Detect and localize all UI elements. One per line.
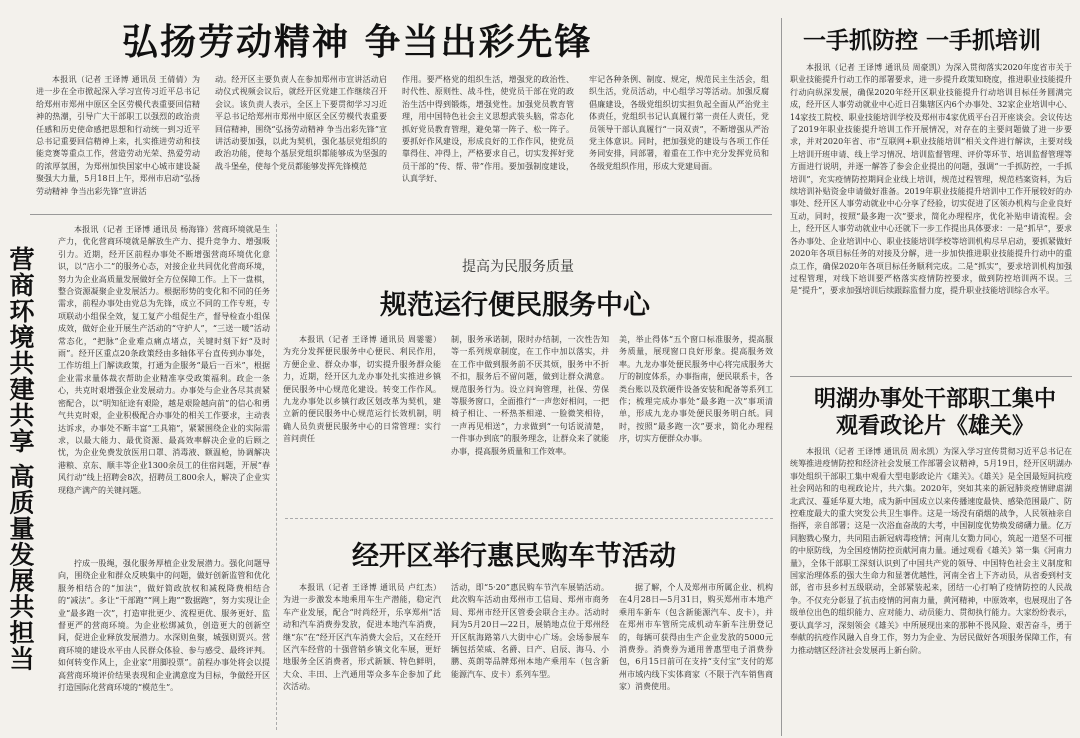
article6-col2-text: 活动，即“5·20”惠民购车节汽车展销活动。此次购车活动由郑州市工信局、郑州市商务局、郑州市经开区管委会联合主办。活动时间为5月20日—22日，展销地点位于郑州经开区航海路第八大街中心广场。会场参展车辆包括荣威、名爵、日产、启辰、海马、小鹏、英朗等品牌郑州本地产乘用车（包含新能源汽车、皮卡）系列车型。 (451, 583, 609, 679)
article5-body (790, 446, 1072, 736)
article3-col2 (58, 558, 270, 734)
divider-top-left (30, 214, 772, 215)
article6-col3-text: 据了解，个人及郑州市所属企业、机构在4月28日—5月31日，购买郑州市本地产乘用车新车（包含新能源汽车、皮卡），并在郑州市车管所完成机动车新车注册登记的，每辆可获得由生产企业发放的5000元消费券。消费券为通用普惠型电子消费券包，6月15日前可在支持“支付宝”支付的郑州市域内线下实体商家（不限于汽车销售商家）消费使用。 (619, 583, 773, 692)
article4-col3-text: 美，举止得体“五个窗口标准服务，提高服务质量，展现窗口良好形象。提高服务效率。九龙办事处便民服务中心将完成服务大厅的制度体系，办事指南，便民联系卡，各类台账以及软硬件设备安装和配备等系列工作；梳理完成办事处“最多跑一次”事项清单，形成九龙办事处便民服务明白纸。同时，按照“最多跑一次”要求，简化办理程序，切实方便群众办事。 (619, 335, 773, 444)
article1-col4 (589, 74, 769, 208)
article6-headline: 经开区举行惠民购车节活动 (352, 541, 676, 572)
article4-col3 (619, 334, 773, 512)
article1-col2-text: 动。经开区主要负责人在参加郑州市宣讲活动启动仪式视频会议后，就经开区党建工作继续召开会议。该负责人表示，全区上下要贯彻学习习近平总书记给郑州市郑州中原区全区劳模代表重要回信精神，围绕“弘扬劳动精神 争当出彩先锋”宣讲活动要加强，以此为契机，强化基层党组织的政治功能，使每个基层党组织都能够成为坚强的战斗堡垒，使每个党员都能够发挥先锋模范 (215, 75, 387, 171)
article5-body-text: 本报讯（记者 王译博 通讯员 周永凯）为深入学习宣传贯彻习近平总书记在统筹推进疫情防控和经济社会发展工作部署会议精神，5月19日，经开区明湖办事处组织干部职工集中观看大型电影政论片《雄关》。《雄关》是全国最短间抗疫社会网站和的电视政论片，共六集。2020年，突如其来的新冠肺炎疫情肆虐湖北武汉、蔓延华夏大地，成为新中国成立以来传播速度最快、感染范围最广、防控难度最大的重大突发公共卫生事件。这是一场没有硝烟的战争，人民领袖亲自指挥，亲自部署；这是一次浴血奋战的大考，中国制度优势焕发磅礴力量。亿万同胞戮心聚力，共同阻击新冠病毒疫情；河南儿女勠力同心，筑起一道坚不可摧的中原防线，为全国疫情防控贡献河南力量。通过观看《雄关》第一集《河南力量》，全体干部职工深刻认识到了中国共产党的领导、中国特色社会主义制度和国家治理体系的强大生命力和显著优越性，河南全省上下齐动员，从省委到村支部，省市县乡村五级联动，全部紧装起来，团结一心打响了疫情防控的人民战争。不仅充分彰显了抗击疫情的河南力量，黄河精神，中原效率，也展现出了各级单位出色的组织能力、应对能力、动员能力、贯彻执行能力。大家纷纷表示，要认真学习，深刻领会《雄关》中所展现出来的那种不畏风险、艰苦奋斗，勇于奉献的抗疫作风融入自身工作，努力为企业、为居民做好各项服务保障工作，有力推动辖区经济社会发展再上新台阶。 (790, 447, 1072, 655)
article4-headline: 规范运行便民服务中心 (380, 290, 650, 321)
article2-headline: 一手抓防控 一手抓培训 (803, 28, 1042, 54)
article1-col1-text: 本报讯（记者 王译博 通讯员 王倩倩）为进一步在全市掀起深入学习宣传习近平总书记给郑州市郑州中原区全区劳模代表重要回信精神的热潮，引导广大干部职工以强烈的政治责任感和历史使命感把思想和行动统一到习近平总书记重要回信精神上来，扎实推进劳动和技能竞赛等重点工作，营造劳动光荣、热爱劳动的浓厚氛围，为郑州加快国家中心城市建设凝聚强大力量，5月18日上午，郑州市启动“弘扬劳动精神 争当出彩先锋”宣讲活 (36, 75, 200, 196)
article1-col3-text: 作用。要严格党的组织生活，增强党的政治性、时代性、原则性、战斗性，使党员干部在党的政治生活中得到锻炼，增强党性。加强党员教育管理，用中国特色社会主义思想武装头脑，常态化抓好党员教育管理，避免第一阵子、松一阵子。要抓好作风建设，形成良好的工作作风，使党员靠得住、冲得上，严格要求自己，切实发挥好党员干部的“传、帮、带”作用。要加强制度建设，认真学好、 (402, 75, 574, 184)
article3-col2-text: 拧成一股绳，强化服务厚植企业发展潜力。强化问题导向，围绕企业和群众反映集中的问题，做好创新监管和优化服务相结合的“加法”，做好简政放权和减税降费相结合的“减法”。多让“干部跑”“网上跑”“数据跑”，努力实现让企业“最多跑一次”，打造审批更少、流程更优、服务更好、监督更严的营商环境。为企业松绑减负，创造更大的创新空间，促进企业释放发展潜力。水深则鱼聚，城强则贾兴。营商环境的建设水平由人民群众体验、参与感受、最终评判。如何转变作风上，企业家“用脚投票”。前程办事处将会以提高营商环境评价结果表现和企业满意度为目标，争做经开区打造国际化营商环境的“模范生”。 (58, 559, 270, 693)
article1-col1 (36, 74, 200, 208)
article2-body-text: 本报讯（记者 王译博 通讯员 周豪凯）为深入贯彻落实2020年度省市关于职业技能提升行动工作的部署要求，进一步提升政策知晓度，推进职业技能提升行动向纵深发展，确保2020年经开区职业技能提升行动培训目标任务圆满完成，经开区人事劳动就业中心近日召集辖区内6个办事处、32家企业培训中心、14家技工院校、职业技能培训学校及郑州市4家优质平台召开座谈会。会议传达了2019年职业技能提升培训工作开展情况，对存在的主要问题做了进一步要求，并对2020年省、市“互联网+职业技能培训”相关文件进行解读，主要对线上培训开班申请、线上学习情况、培训监督管理、评价等环节、培训监督管理等方面进行说明，并逐一解答了参会企业提出的问题，强调“一手抓防控，一手抓培训”，充实疫情防控期间企业线上培训，规范过程管理，规范档案资料，为后续培训补贴资金申请做好准备。2019年职业技能提升培训中工作开展较好的办事处、经开区人事劳动就业中心分享了经验，切实促进了区领办机构与企业良好互动，同时，按照“最多跑一次”要求，简化办理程序，优化补贴申请流程。会上，经开区人事劳动就业中心还就下一步工作提出具体要求：一是“抓早”，要求各办事处、企业培训中心、职业技能培训学校等培训机构尽早启动，要抓紧做好2020年各项目标任务的对接及分解，进一步加快推进职业技能提升行动中的重点工作，确保2020年各项目标任务顺利完成。二是“抓实”，要求培训机构加强过程管理，对线下培训要严格落实疫情防控要求，做到防控培训两不误。三是“提升”，要求加强培训后续跟踪监督力度，提升职业技能培训综合水平。 (790, 63, 1072, 296)
divider-left-column (276, 224, 277, 730)
article1-headline: 弘扬劳动精神 争当出彩先锋 (122, 22, 593, 63)
article6-col3 (619, 582, 773, 734)
article6-col1 (283, 582, 441, 734)
divider-right-mid (790, 376, 1072, 377)
article4-col1-text: 本报讯（记者 王译博 通讯员 周霎霎）为充分发挥便民服务中心便民、利民作用，方便企业、群众办事，切实提升服务群众能力，近期，经开区九龙办事处扎实推进乡镇便民服务中心规范化建设。转变工作作风。九龙办事处以乡镇行政区划改革为契机，建立新的便民服务中心规范运行长效机制，明确人员负责便民服务中心的日常管理：实行首问责任 (283, 335, 441, 444)
article6-col1-text: 本报讯（记者 王译博 通讯员 卢红杰）为进一步激发本地乘用车生产潜能，稳定汽车产业发展，配合“时尚经开，乐享郑州”活动和汽车消费券发放，促进本地汽车消费，继“东”在“经开区汽车消费大会后，又在经开区汽车经营的十强营销乡镇文化车展，更好地服务全区消费者，形式新颖、特色鲜明，大众、丰田、上汽通用等众多车企参加了此次活动。 (283, 583, 441, 692)
article4-col2 (451, 334, 609, 512)
article6-col2 (451, 582, 609, 734)
column-divider-main (781, 18, 782, 736)
article2-body (790, 62, 1072, 370)
article4-col1 (283, 334, 441, 512)
divider-mid-left (285, 518, 773, 519)
article5-headline-text: 明湖办事处干部职工集中观看政论片《雄关》 (813, 387, 1056, 439)
article1-col3 (402, 74, 574, 208)
article1-col4-text: 牢记各种条例、制度、规定，规范民主生活会，组织生活，党员活动，中心组学习等活动。加强反腐倡廉建设，各级党组织切实担负起全面从严治党主体责任，党组织书记认真履行第一责任人责任，党员领导干部认真履行“一岗双责”，不断增强从严治党主体意识。同时，把加强党的建设与各项工作任务同安排，同部署，着重在工作中充分发挥党员和各级党组织作用，形成大党建局面。 (589, 75, 769, 171)
article1-col2 (215, 74, 387, 208)
article3-col1 (58, 224, 270, 554)
article3-headline: 营商环境共建共享 高质量发展共担当 (6, 246, 35, 672)
article4-kicker: 提高为民服务质量 (462, 259, 574, 275)
article5-headline (812, 386, 1058, 440)
article3-col1-text: 本报讯（记者 王译博 通讯员 杨海锋）营商环境就是生产力，优化营商环境就是解放生产力、提升竞争力、增强吸引力。近期，经开区前程办事处不断增强营商环境优化意识，以“店小二”的服务心态，对接企业共同优化营商环境，努力为企业高质量发展做好全方位保障工作。上下一盘棋，整合资源凝聚企业发展活力。根据形势的变化和不同的任务需求，前程办事处由党总为先锋，成立不同的工作专班，专项联动小组保全效，复工复产小组促生产，督导检查小组保成效，做好企业开展生产活动的“守护人”，“三送一暖”活动常态化，“把脉”企业难点痛点堵点，关键时刻下好“及时雨”。经开区重点20条政策经由多轴体平台直传到办事处，工作坊组上门解读政策，打通为企服务“最后一百米”，根据企业需求量体裁衣帮助企业精准享受政策福利。政企一条心，共克时艰增强企业发展动力。办事处与企业各尽其责紧密配合，以“明知征途有艰险，越是艰险越向前”的信心和勇气共克时艰，企业积极配合办事处的相关工作要求，主动表达诉求，办事处不断丰富“工具箱”，紧紧围绕企业的实际需求，以最大能力、最优资源、最高效率解决企业的后顾之忧，为企业免费发放医用口罩、消毒液、额温枪，协调解决港粮、京东、顺丰等企业1300余员工的住宿问题，开展“春风行动”线上招聘会8次，招聘员工800余人，解决了企业实现稳产满产的关键问题。 (58, 225, 270, 495)
article4-col2-text: 制，服务承诺制，限时办结制，一次性告知等一系列规章制度，在工作中加以落实，并在工作中做到服务前不厌其烦，服务中不折不扣，服务后不留问题，做到让群众满意。规范服务行为。设立问询管理，社保、劳保等服务窗口，全面推行“一声您好相问，一把椅子相让、一杯热茶相递、一脸微笑相待，一声再见相送”，力求做到“一句话说清楚，一件事办到底”的服务理念，让群众来了就能办事，提高服务质量和工作效率。 (451, 335, 609, 456)
